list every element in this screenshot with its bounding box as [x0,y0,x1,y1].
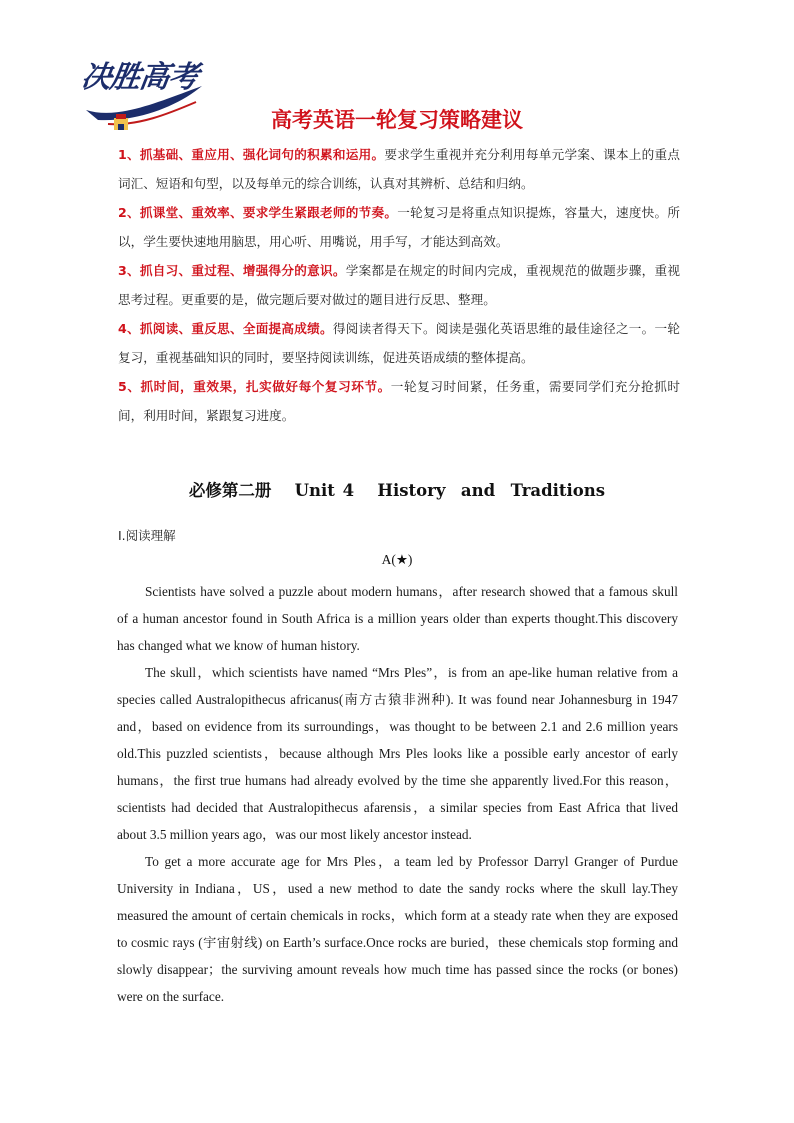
strategy-item-text: 一轮复习时间紧，任务重，需要同学们充分抢抓时间，利用时间，紧跟复习进度。 [118,379,681,423]
strategy-item [118,140,680,198]
strategy-item-text: 要求学生重视并充分利用每单元学案、课本上的重点词汇、短语和句型，以及每单元的综合训练，认真对其辨析、总结和归纳。 [118,147,681,191]
passage-paragraph: Scientists have solved a puzzle about modern humans，after research showed that a famous skull of a human ancestor found in South Africa is a million years older than experts thought.This discovery has changed what we know of human history. [117,584,678,653]
strategy-item-text: 学案都是在规定的时间内完成，重视规范的做题步骤，重视思考过程。更重要的是，做完题后要对做过的题目进行反思、整理。 [118,263,681,307]
strategy-item [118,198,680,256]
strategy-item-key: 3、抓自习、重过程、增强得分的意识。 [118,263,346,278]
passage-label: A(★) [381,552,413,567]
strategy-item [118,256,680,314]
strategy-item-key: 2、抓课堂、重效率、要求学生紧跟老师的节奏。 [118,205,398,220]
strategy-item-key: 1、抓基础、重应用、强化词句的积累和运用。 [118,147,385,162]
strategy-list [118,140,680,430]
strategy-item-key: 5、抓时间，重效果，扎实做好每个复习环节。 [118,379,391,394]
strategy-item-key: 4、抓阅读、重反思、全面提高成绩。 [118,321,333,336]
unit-heading: 必修第二册 Unit 4 History and Traditions [188,481,606,500]
strategy-item-text: 一轮复习是将重点知识提炼，容量大，速度快。所以，学生要快速地用脑思，用心听、用嘴说，用手写，才能达到高效。 [118,205,681,249]
passage-paragraph: To get a more accurate age for Mrs Ples，a team led by Professor Darryl Granger of Purdue University in Indiana，US，used a new method to date the sandy rocks where the skull lay.They measured the amount of certain chemicals in rocks，which form at a steady rate when they are exposed to cosmic rays (宇宙射线) on Earth’s surface.Once rocks are buried，these chemicals stop forming and slowly disappear；the surviving amount reveals how much time has passed since the rocks (or bones) were on the surface. [117,854,678,1004]
logo-wordmark: 决胜高考 [79,60,200,95]
strategy-item [118,372,680,430]
strategy-item-text: 得阅读者得天下。阅读是强化英语思维的最佳途径之一。一轮复习，重视基础知识的同时，要坚持阅读训练，促进英语成绩的整体提高。 [118,321,680,365]
passage-paragraph: The skull，which scientists have named “Mrs Ples”，is from an ape-like human relative from a species called Australopithecus africanus(南方古猿非洲种). It was found near Johannesburg in 1947 and，based on evidence from its surroundings，was thought to be between 2.1 and 2.6 million years old.This puzzled scientists，because although Mrs Ples looks like a possible early ancestor of early humans，the first true humans had already evolved by the time she apparently lived.For this reason，scientists had decided that Australopithecus afarensis，a similar species from East Africa that lived about 3.5 million years ago，was our most likely ancestor instead. [117,665,678,842]
section-label: Ⅰ.阅读理解 [118,528,176,543]
reading-passage [117,578,678,1010]
strategy-item [118,314,680,372]
strategy-title: 高考英语一轮复习策略建议 [271,108,523,132]
